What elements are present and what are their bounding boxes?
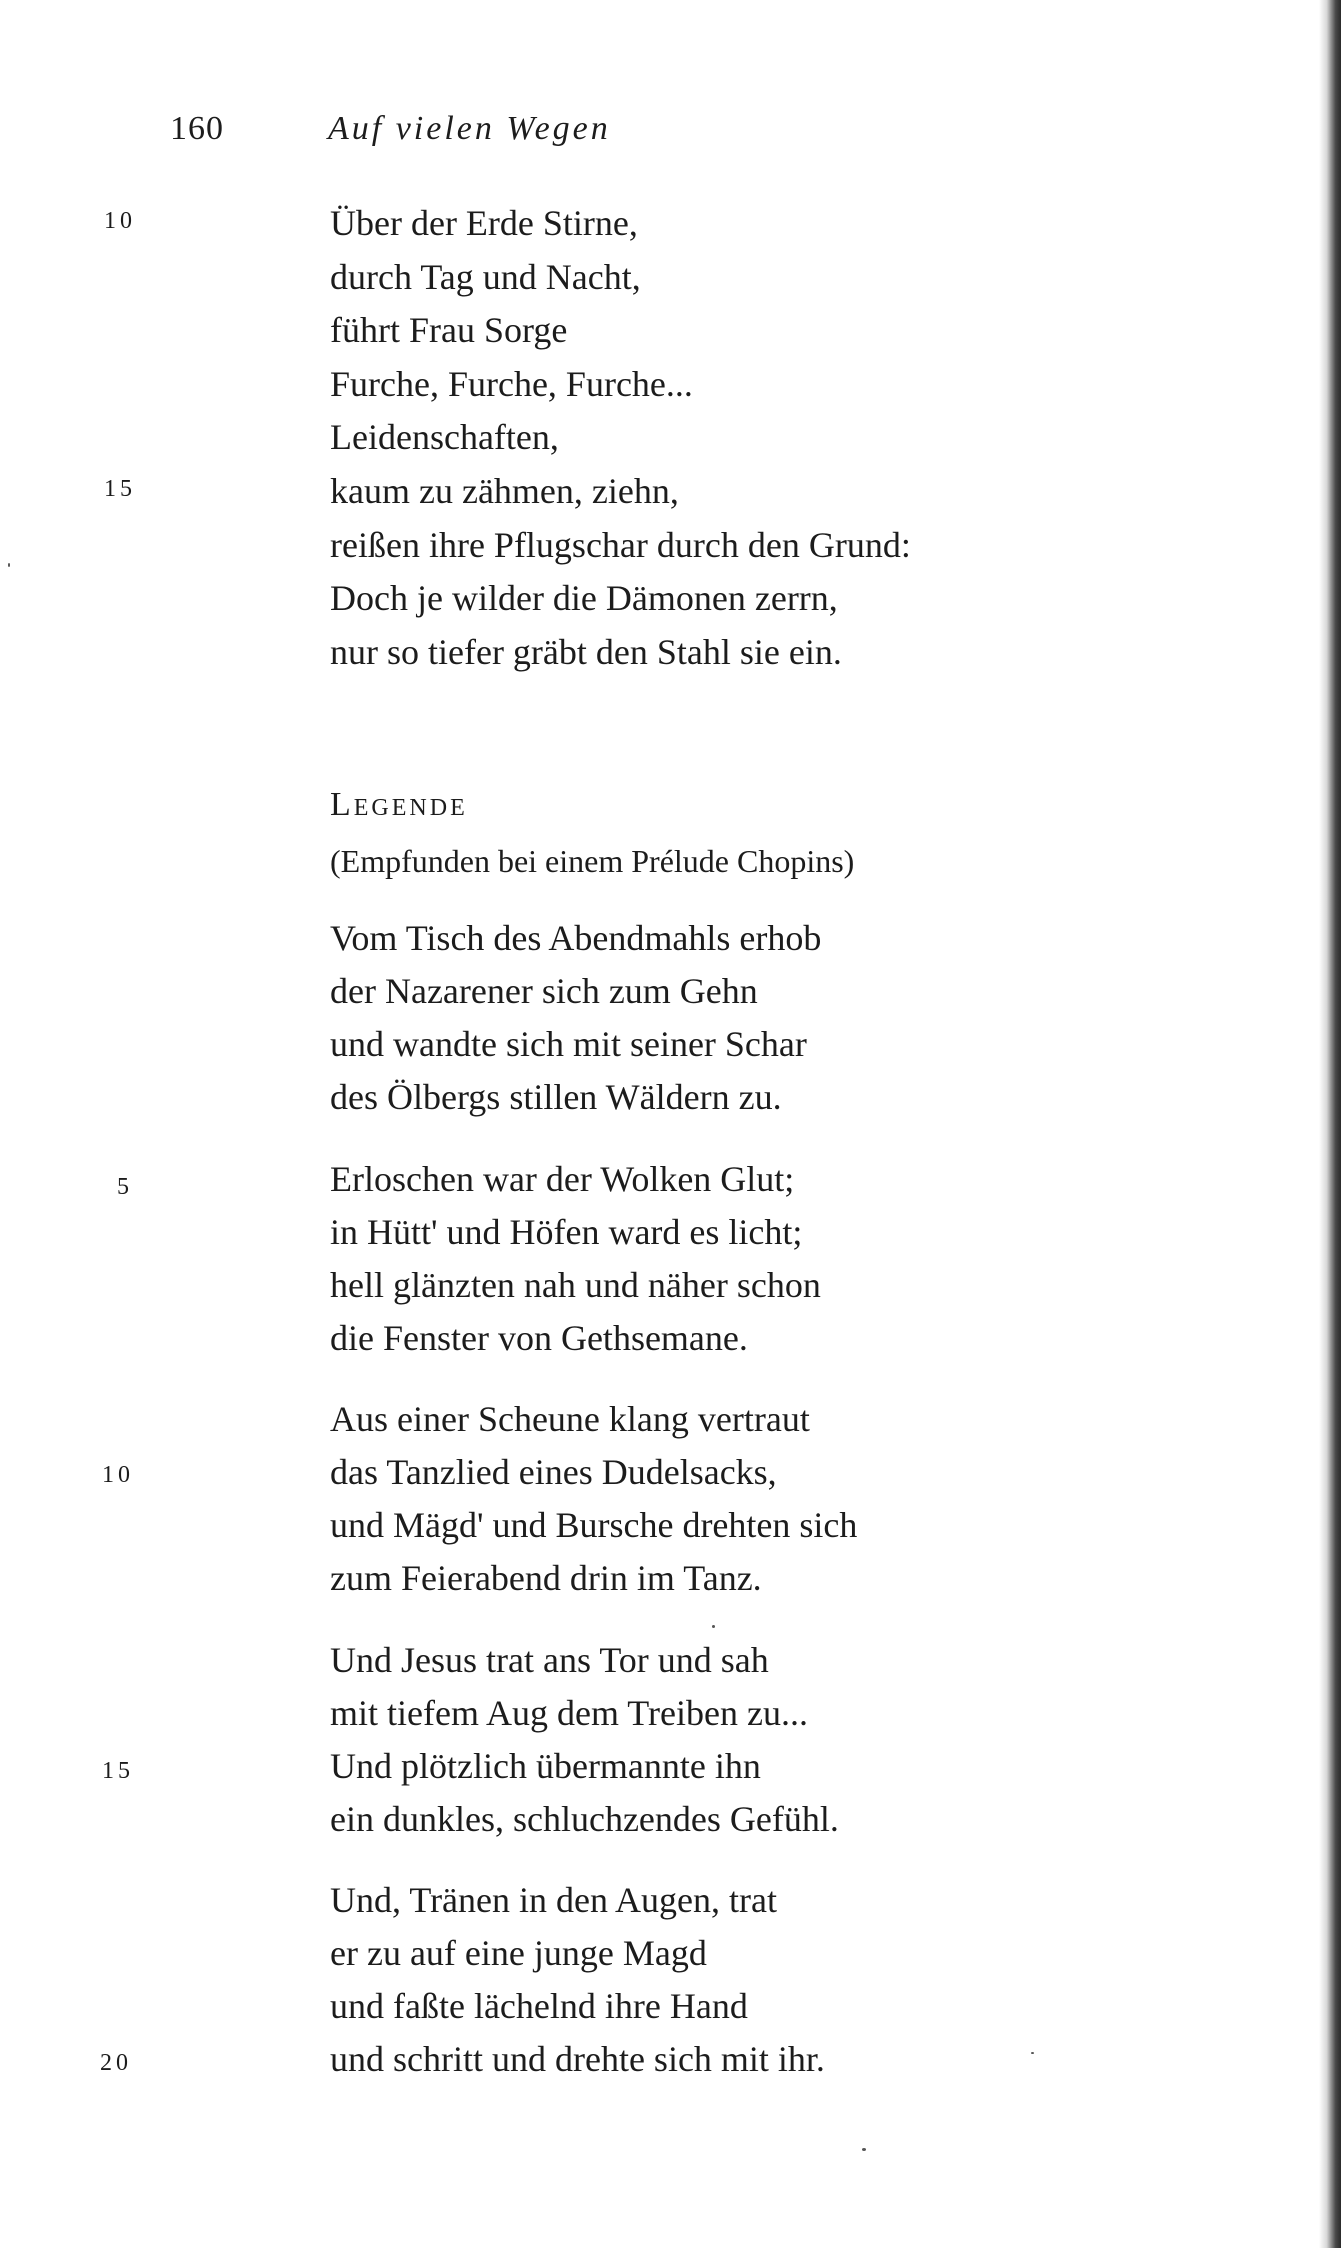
verse-line: durch Tag und Nacht,: [330, 257, 641, 297]
verse-line: ein dunkles, schluchzendes Gefühl.: [330, 1799, 839, 1839]
verse-line: Und Jesus trat ans Tor und sah: [330, 1640, 769, 1680]
verse-line: und Mägd' und Bursche drehten sich: [330, 1505, 858, 1545]
page-edge-shadow: [1319, 0, 1341, 2248]
verse-line: Furche, Furche, Furche...: [330, 364, 693, 404]
scan-speck: [862, 2148, 866, 2151]
verse-line: der Nazarener sich zum Gehn: [330, 971, 758, 1011]
line-number: 15: [104, 476, 136, 502]
verse-line: mit tiefem Aug dem Treiben zu...: [330, 1693, 808, 1733]
poem-title: Legende: [330, 786, 468, 823]
scan-speck: [712, 1625, 715, 1628]
verse-line: und schritt und drehte sich mit ihr.: [330, 2039, 825, 2079]
verse-line: in Hütt' und Höfen ward es licht;: [330, 1212, 803, 1252]
verse-line: Erloschen war der Wolken Glut;: [330, 1159, 795, 1199]
verse-line: nur so tiefer gräbt den Stahl sie ein.: [330, 632, 842, 672]
verse-line: Und, Tränen in den Augen, trat: [330, 1880, 777, 1920]
verse-line: kaum zu zähmen, ziehn,: [330, 471, 679, 511]
verse-line: Und plötzlich übermannte ihn: [330, 1746, 761, 1786]
line-number: 15: [102, 1758, 134, 1784]
line-number: 10: [102, 1462, 134, 1488]
verse-line: er zu auf eine junge Magd: [330, 1933, 707, 1973]
verse-line: Aus einer Scheune klang vertraut: [330, 1399, 810, 1439]
verse-line: und wandte sich mit seiner Schar: [330, 1024, 807, 1064]
verse-line: reißen ihre Pflugschar durch den Grund:: [330, 525, 911, 565]
verse-line: des Ölbergs stillen Wäldern zu.: [330, 1077, 782, 1117]
verse-line: das Tanzlied eines Dudelsacks,: [330, 1452, 777, 1492]
verse-line: hell glänzten nah und näher schon: [330, 1265, 821, 1305]
line-number: 20: [100, 2050, 132, 2076]
line-number: 5: [117, 1174, 133, 1200]
verse-line: Über der Erde Stirne,: [330, 203, 638, 243]
scan-speck: [1031, 2052, 1034, 2054]
scan-speck: [8, 563, 10, 567]
verse-line: zum Feierabend drin im Tanz.: [330, 1558, 762, 1598]
verse-line: Vom Tisch des Abendmahls erhob: [330, 918, 822, 958]
verse-line: Doch je wilder die Dämonen zerrn,: [330, 578, 838, 618]
verse-line: die Fenster von Gethsemane.: [330, 1318, 748, 1358]
line-number: 10: [104, 208, 136, 234]
verse-line: Leidenschaften,: [330, 417, 559, 457]
page-number: 160: [170, 110, 224, 147]
verse-line: führt Frau Sorge: [330, 310, 568, 350]
verse-line: und faßte lächelnd ihre Hand: [330, 1986, 748, 2026]
running-title: Auf vielen Wegen: [328, 110, 611, 147]
poem-subtitle: (Empfunden bei einem Prélude Chopins): [330, 843, 855, 879]
